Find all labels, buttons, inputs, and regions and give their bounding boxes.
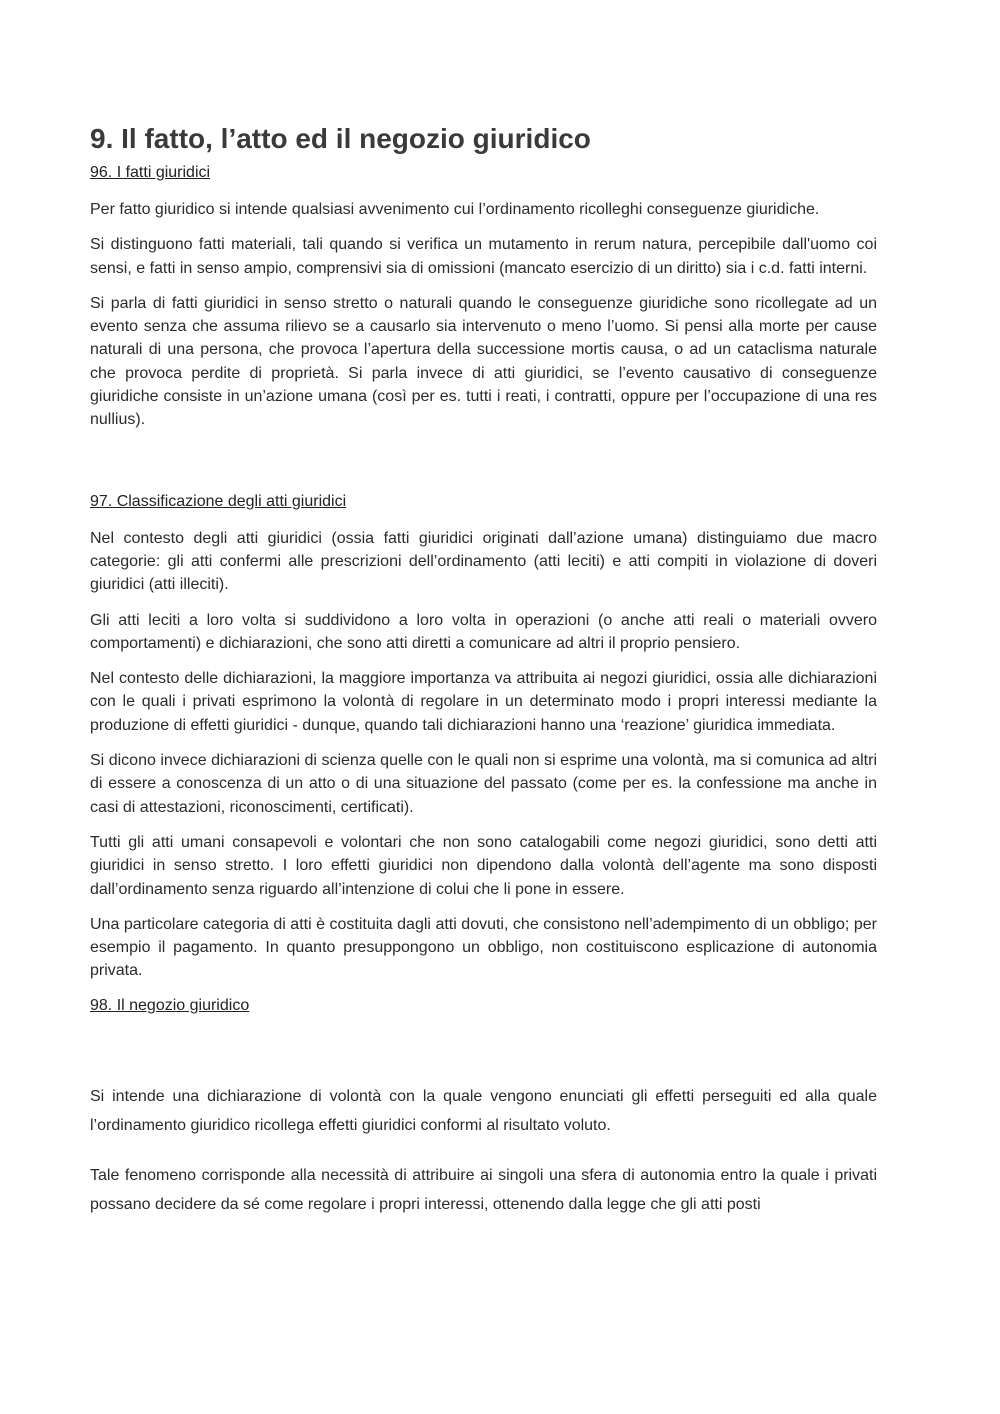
paragraph: Si intende una dichiarazione di volontà con la quale vengono enunciati gli effetti perseguiti ed alla quale l’ordinamento giuridico ricollega effetti giuridici conformi al risultato voluto. [90,1087,877,1135]
section-heading-98: 98. Il negozio giuridico [90,996,250,1014]
spacer [90,1031,877,1082]
chapter-title: 9. Il fatto, l’atto ed il negozio giuridico [90,123,591,154]
paragraph: Tutti gli atti umani consapevoli e volontari che non sono catalogabili come negozi giuridici, sono detti atti giuridici in senso stretto. I loro effetti giuridici non dipendono dalla volontà dell’agente ma sono disposti dall’ordinamento senza riguardo all’intenzione di colui che li pone in essere. [90,833,877,898]
paragraph: Gli atti leciti a loro volta si suddividono a loro volta in operazioni (o anche atti reali o materiali ovvero comportamenti) e dichiarazioni, che sono atti diretti a comunicare ad altri il proprio pensiero. [90,611,877,652]
paragraph: Nel contesto delle dichiarazioni, la maggiore importanza va attribuita ai negozi giuridici, ossia alle dichiarazioni con le quali i privati esprimono la volontà di regolare in un determinato modo i propri interessi mediante la produzione di effetti giuridici - dunque, quando tali dichiarazioni hanno una ‘reazione’ giuridica immediata. [90,670,877,734]
paragraph: Tale fenomeno corrisponde alla necessità di attribuire ai singoli una sfera di autonomia entro la quale i privati possano decidere da sé come regolare i propri interessi, ottenendo dalla legge che gli atti posti [90,1166,877,1214]
paragraph: Si parla di fatti giuridici in senso stretto o naturali quando le conseguenze giuridiche sono ricollegate ad un evento senza che assuma rilievo se a causarlo sia intervenuto o meno l’uomo. Si pensi alla morte per cause naturali di una persona, che provoca l’apertura della successione mortis causa, o ad un cataclisma naturale che provoca perdite di proprietà. Si parla invece di atti giuridici, se l’evento causativo di conseguenze giuridiche consiste in un’azione umana (così per es. tutti i reati, i contratti, oppure per l’occupazione di una res nullius). [90,294,877,429]
document-page [90,122,877,1240]
section-heading-96: 96. I fatti giuridici [90,164,211,181]
spacer [90,444,877,491]
paragraph: Si dicono invece dichiarazioni di scienza quelle con le quali non si esprime una volontà, ma si comunica ad altri di essere a conoscenza di un atto o di una situazione del passato (come per es. la confessione ma anche in casi di attestazioni, riconoscimenti, certificati). [90,752,877,816]
paragraph: Si distinguono fatti materiali, tali quando si verifica un mutamento in rerum natura, percepibile dall'uomo coi sensi, e fatti in senso ampio, comprensivi sia di omissioni (mancato esercizio di un diritto) sia i c.d. fatti interni. [90,236,877,277]
paragraph: Per fatto giuridico si intende qualsiasi avvenimento cui l’ordinamento ricolleghi conseguenze giuridiche. [90,201,820,218]
section-heading-97: 97. Classificazione degli atti giuridici [90,492,347,510]
paragraph: Nel contesto degli atti giuridici (ossia fatti giuridici originati dall’azione umana) distinguiamo due macro categorie: gli atti confermi alle prescrizioni dell’ordinamento (atti leciti) e atti compiti in violazione di doveri giuridici (atti illeciti). [90,529,877,594]
section-98-body [90,1082,877,1220]
paragraph: Una particolare categoria di atti è costituita dagli atti dovuti, che consistono nell’adempimento di un obbligo; per esempio il pagamento. In quanto presuppongono un obbligo, non costituiscono esplicazione di autonomia privata. [90,915,877,980]
